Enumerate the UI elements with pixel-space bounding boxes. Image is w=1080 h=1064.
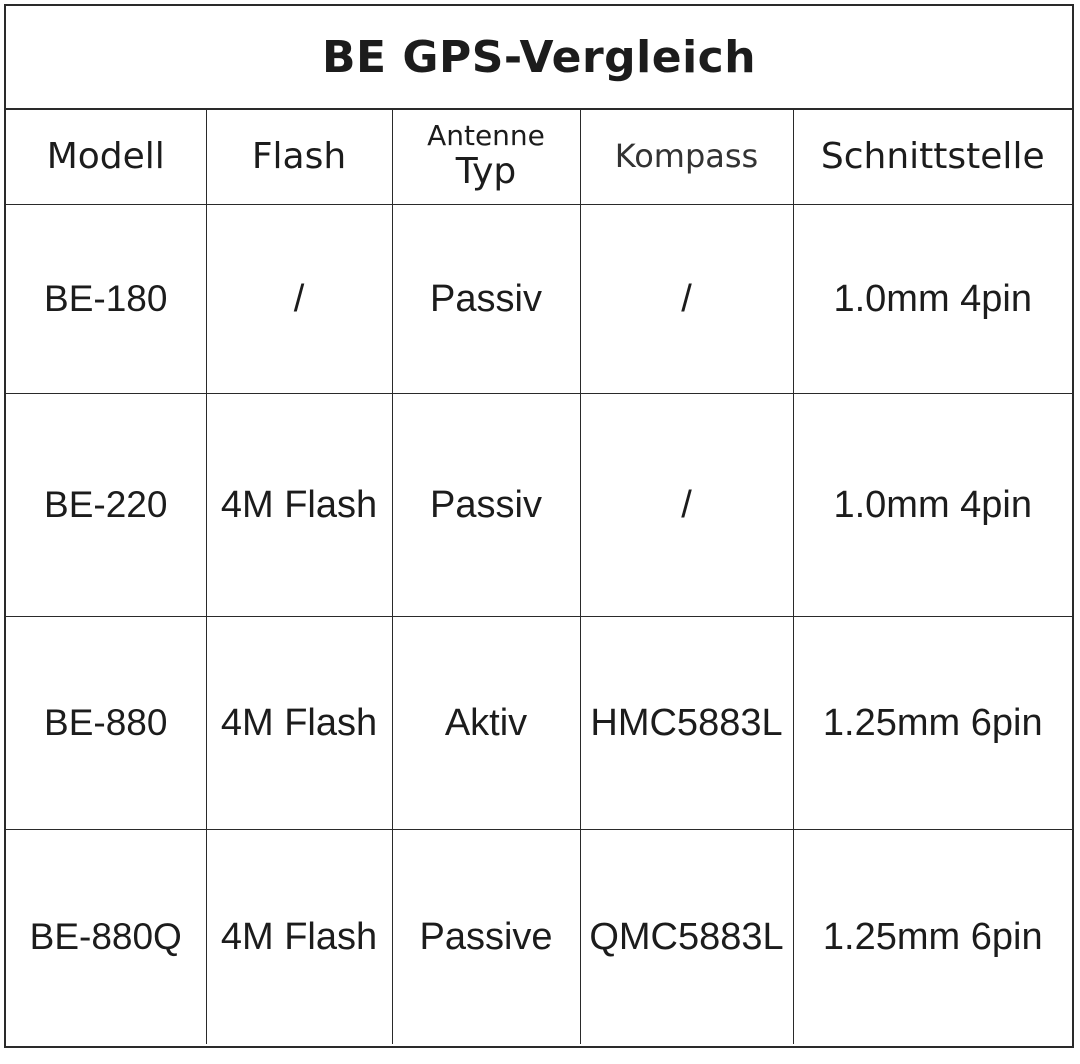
- cell-model: BE-880: [6, 617, 206, 830]
- table-row: [6, 830, 1072, 1045]
- cell-interface: 1.25mm 6pin: [793, 617, 1072, 830]
- cell-interface: 1.0mm 4pin: [793, 394, 1072, 617]
- cell-antenna: Passiv: [392, 394, 580, 617]
- header-flash: Flash: [206, 108, 392, 205]
- table-row: [6, 617, 1072, 830]
- cell-compass: QMC5883L: [580, 830, 793, 1045]
- cell-interface: 1.25mm 6pin: [793, 830, 1072, 1045]
- cell-flash: /: [206, 205, 392, 394]
- header-row: [6, 108, 1072, 205]
- cell-flash: 4M Flash: [206, 617, 392, 830]
- cell-model: BE-220: [6, 394, 206, 617]
- cell-antenna: Passiv: [392, 205, 580, 394]
- header-antenna: [392, 108, 580, 205]
- cell-antenna: Passive: [392, 830, 580, 1045]
- cell-model: BE-180: [6, 205, 206, 394]
- cell-interface: 1.0mm 4pin: [793, 205, 1072, 394]
- cell-compass: /: [580, 205, 793, 394]
- cell-model: BE-880Q: [6, 830, 206, 1045]
- cell-flash: 4M Flash: [206, 394, 392, 617]
- table-row: [6, 394, 1072, 617]
- comparison-table: [6, 108, 1072, 1044]
- header-interface: Schnittstelle: [793, 108, 1072, 205]
- cell-flash: 4M Flash: [206, 830, 392, 1045]
- cell-compass: /: [580, 394, 793, 617]
- comparison-card: [4, 4, 1074, 1048]
- header-antenna-line2: Typ: [455, 151, 517, 192]
- header-model: Modell: [6, 108, 206, 205]
- header-antenna-line1: Antenne: [427, 119, 545, 152]
- cell-compass: HMC5883L: [580, 617, 793, 830]
- table-title: BE GPS-Vergleich: [6, 6, 1072, 110]
- table-row: [6, 205, 1072, 394]
- cell-antenna: Aktiv: [392, 617, 580, 830]
- header-compass: Kompass: [580, 108, 793, 205]
